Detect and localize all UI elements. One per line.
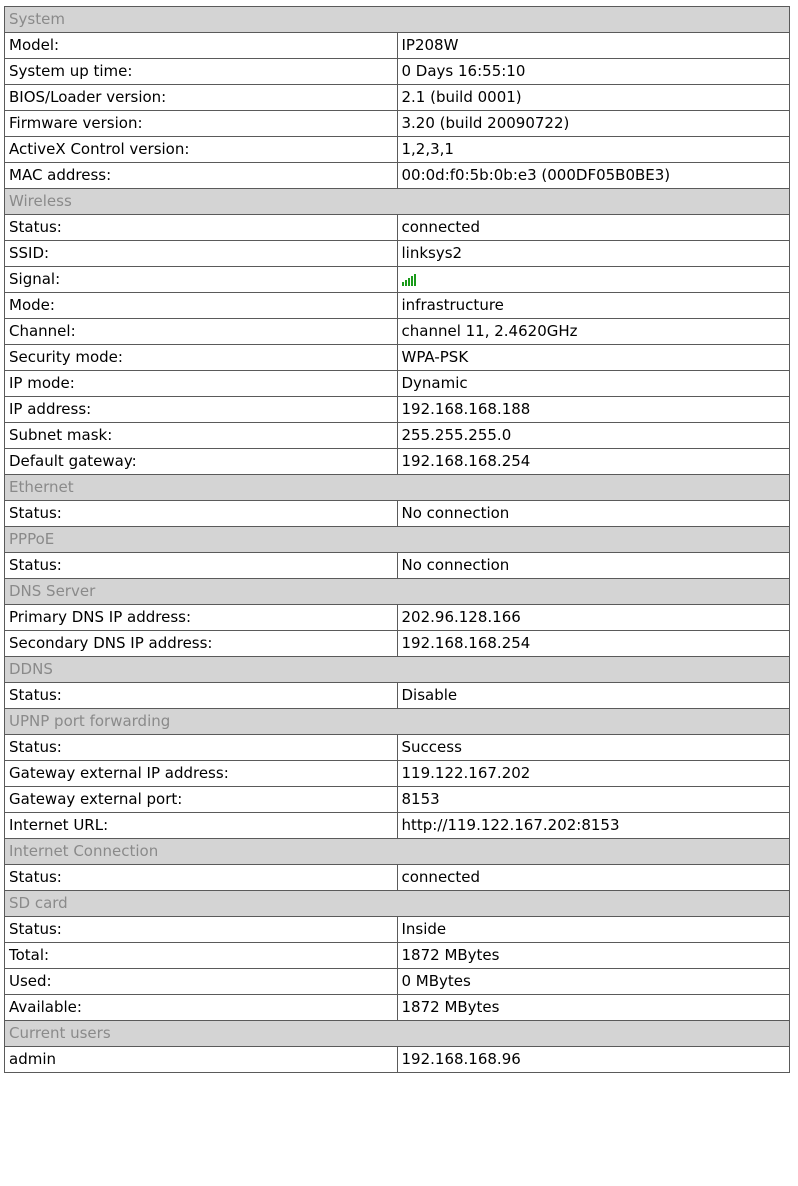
table-row — [5, 631, 790, 657]
table-row — [5, 111, 790, 137]
section-title: DDNS — [5, 657, 790, 683]
table-row — [5, 215, 790, 241]
table-row — [5, 813, 790, 839]
row-value: 192.168.168.96 — [397, 1047, 790, 1073]
table-row — [5, 605, 790, 631]
row-label: Secondary DNS IP address: — [5, 631, 398, 657]
section-header-dns-server — [5, 579, 790, 605]
section-title: Ethernet — [5, 475, 790, 501]
table-row — [5, 501, 790, 527]
row-label: IP mode: — [5, 371, 398, 397]
row-label: MAC address: — [5, 163, 398, 189]
row-label: Security mode: — [5, 345, 398, 371]
row-value: 192.168.168.254 — [397, 631, 790, 657]
signal-bar — [414, 274, 416, 286]
table-row — [5, 241, 790, 267]
section-title: DNS Server — [5, 579, 790, 605]
row-label: Total: — [5, 943, 398, 969]
row-value: 202.96.128.166 — [397, 605, 790, 631]
table-row — [5, 137, 790, 163]
row-value: Inside — [397, 917, 790, 943]
table-row — [5, 787, 790, 813]
table-row — [5, 397, 790, 423]
table-row — [5, 345, 790, 371]
row-label: Available: — [5, 995, 398, 1021]
row-value: Dynamic — [397, 371, 790, 397]
table-row — [5, 969, 790, 995]
row-value: Disable — [397, 683, 790, 709]
row-label: Status: — [5, 917, 398, 943]
table-row — [5, 267, 790, 293]
section-title: UPNP port forwarding — [5, 709, 790, 735]
section-header-wireless — [5, 189, 790, 215]
table-row — [5, 371, 790, 397]
section-header-internet-connection — [5, 839, 790, 865]
row-label: Status: — [5, 501, 398, 527]
table-row — [5, 293, 790, 319]
row-label: Used: — [5, 969, 398, 995]
row-value: 1872 MBytes — [397, 943, 790, 969]
table-row — [5, 995, 790, 1021]
row-label: Subnet mask: — [5, 423, 398, 449]
table-row — [5, 33, 790, 59]
row-value: infrastructure — [397, 293, 790, 319]
section-title: System — [5, 7, 790, 33]
row-value: 8153 — [397, 787, 790, 813]
row-label: Signal: — [5, 267, 398, 293]
section-header-upnp-port-forwarding — [5, 709, 790, 735]
row-label: Gateway external port: — [5, 787, 398, 813]
row-value: 0 MBytes — [397, 969, 790, 995]
row-label: System up time: — [5, 59, 398, 85]
section-title: PPPoE — [5, 527, 790, 553]
section-header-system — [5, 7, 790, 33]
signal-bar — [411, 276, 413, 286]
table-row — [5, 683, 790, 709]
section-header-pppoe — [5, 527, 790, 553]
section-header-ddns — [5, 657, 790, 683]
table-row — [5, 163, 790, 189]
section-header-sd-card — [5, 891, 790, 917]
signal-strength-icon — [402, 274, 416, 286]
section-title: Internet Connection — [5, 839, 790, 865]
row-label: Status: — [5, 865, 398, 891]
row-value: WPA-PSK — [397, 345, 790, 371]
row-label: admin — [5, 1047, 398, 1073]
row-label: Status: — [5, 553, 398, 579]
row-value: 1,2,3,1 — [397, 137, 790, 163]
device-status-table — [4, 6, 790, 1073]
table-row — [5, 319, 790, 345]
table-row — [5, 1047, 790, 1073]
table-row — [5, 449, 790, 475]
row-value: 3.20 (build 20090722) — [397, 111, 790, 137]
table-row — [5, 85, 790, 111]
table-row — [5, 917, 790, 943]
row-value: 255.255.255.0 — [397, 423, 790, 449]
signal-bar — [402, 282, 404, 286]
table-row — [5, 59, 790, 85]
table-row — [5, 761, 790, 787]
row-value: 192.168.168.254 — [397, 449, 790, 475]
table-row — [5, 865, 790, 891]
row-label: Gateway external IP address: — [5, 761, 398, 787]
row-value: No connection — [397, 501, 790, 527]
table-row — [5, 735, 790, 761]
row-value: linksys2 — [397, 241, 790, 267]
table-row — [5, 943, 790, 969]
row-label: BIOS/Loader version: — [5, 85, 398, 111]
row-value: http://119.122.167.202:8153 — [397, 813, 790, 839]
row-value — [397, 267, 790, 293]
table-row — [5, 553, 790, 579]
row-value: IP208W — [397, 33, 790, 59]
table-row — [5, 423, 790, 449]
row-label: Default gateway: — [5, 449, 398, 475]
signal-bar — [408, 278, 410, 286]
section-title: Wireless — [5, 189, 790, 215]
row-label: Internet URL: — [5, 813, 398, 839]
section-header-ethernet — [5, 475, 790, 501]
row-value: Success — [397, 735, 790, 761]
row-label: Status: — [5, 215, 398, 241]
section-title: SD card — [5, 891, 790, 917]
row-label: Firmware version: — [5, 111, 398, 137]
row-label: IP address: — [5, 397, 398, 423]
row-value: No connection — [397, 553, 790, 579]
row-value: 00:0d:f0:5b:0b:e3 (000DF05B0BE3) — [397, 163, 790, 189]
row-value: 2.1 (build 0001) — [397, 85, 790, 111]
row-value: connected — [397, 865, 790, 891]
row-value: 119.122.167.202 — [397, 761, 790, 787]
row-label: Mode: — [5, 293, 398, 319]
row-label: SSID: — [5, 241, 398, 267]
section-header-current-users — [5, 1021, 790, 1047]
row-label: Model: — [5, 33, 398, 59]
section-title: Current users — [5, 1021, 790, 1047]
signal-bar — [405, 280, 407, 286]
row-value: connected — [397, 215, 790, 241]
row-label: ActiveX Control version: — [5, 137, 398, 163]
row-value: 1872 MBytes — [397, 995, 790, 1021]
row-label: Status: — [5, 735, 398, 761]
row-value: 0 Days 16:55:10 — [397, 59, 790, 85]
row-value: 192.168.168.188 — [397, 397, 790, 423]
row-label: Primary DNS IP address: — [5, 605, 398, 631]
row-label: Status: — [5, 683, 398, 709]
row-label: Channel: — [5, 319, 398, 345]
row-value: channel 11, 2.4620GHz — [397, 319, 790, 345]
